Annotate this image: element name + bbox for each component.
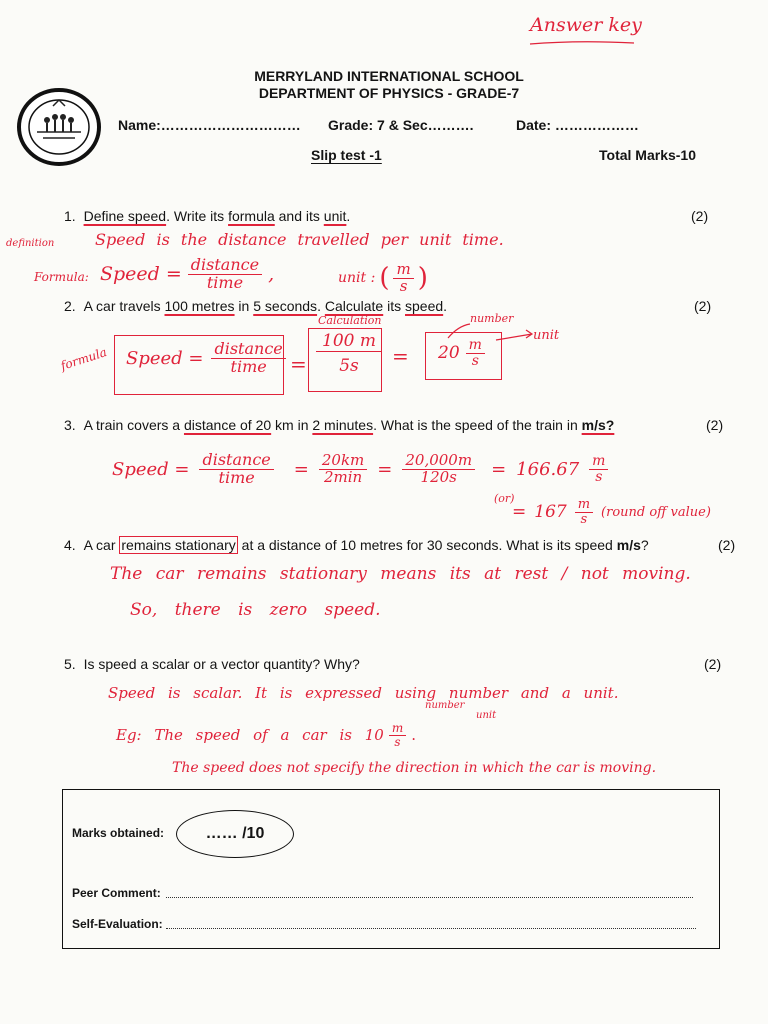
question-number: 5.: [64, 656, 76, 672]
formula-speed: Speed =: [100, 263, 182, 286]
formula-fraction: [211, 341, 285, 376]
q1-text: and its: [274, 208, 324, 224]
calc-fraction: [316, 333, 382, 376]
q4-boxed-text: remains stationary: [121, 537, 236, 553]
q4-answer-line-2: So, there is zero speed.: [130, 600, 381, 620]
step-fraction: [402, 453, 475, 486]
q2-number-annotation: number: [470, 312, 514, 325]
fraction-numerator: m: [589, 454, 608, 470]
answer-key-underline: [528, 40, 638, 46]
fraction-denominator: 2min: [323, 467, 363, 486]
q3-text: . What is the speed of the train in: [373, 417, 582, 433]
result-value: 20: [438, 343, 460, 364]
q5-answer-line-2: Eg: The speed of a car is 10 $\frac{m}{s}$ .: [116, 721, 416, 749]
q3-answer-line-1: [112, 452, 608, 487]
formula-fraction: [188, 257, 262, 292]
q2-equals-1: =: [290, 352, 307, 376]
q2-equals-2: =: [392, 344, 409, 368]
fraction-denominator: 5s: [339, 355, 359, 376]
fraction-numerator: m: [575, 498, 593, 513]
question-number: 4.: [64, 537, 76, 553]
marks-obtained-label: Marks obtained:: [72, 826, 165, 840]
round-off-note: (round off value): [601, 504, 711, 520]
slip-test-title: Slip test -1: [311, 147, 382, 163]
q2-text: speed: [405, 298, 444, 314]
peer-comment-line[interactable]: [166, 897, 693, 898]
fraction-denominator: s: [399, 276, 408, 295]
fraction-numerator: m: [389, 722, 406, 736]
result-unit: [575, 498, 593, 526]
q3-text: distance of 20: [183, 417, 272, 433]
q2-text: .: [317, 298, 325, 314]
q3-answer-line-2: [512, 498, 711, 526]
q4-text: m/s: [616, 537, 641, 553]
fraction-denominator: time: [230, 356, 267, 376]
question-number: 1.: [64, 208, 76, 224]
q1-answer-formula: [100, 257, 274, 292]
fraction-denominator: 120s: [420, 467, 457, 486]
q2-text: 5 seconds: [253, 298, 318, 314]
fraction-numerator: 20,000m: [402, 453, 475, 470]
q2-unit-annotation: unit: [533, 328, 560, 343]
q4-answer-line-1: The car remains stationary means its at rest / not moving.: [110, 564, 691, 584]
question-number: 3.: [64, 417, 76, 433]
formula-speed: Speed =: [112, 458, 190, 480]
fraction-numerator: 20km: [319, 453, 367, 470]
grade-field[interactable]: Grade: 7 & Sec……….: [328, 117, 474, 133]
q3-text: 2 minutes: [312, 417, 374, 433]
result-unit: [589, 454, 608, 484]
fraction-denominator: s: [595, 468, 603, 485]
q2-text: A car travels: [83, 298, 165, 314]
equals: =: [293, 458, 309, 480]
example-unit: [389, 722, 406, 748]
q3-text: km in: [271, 417, 313, 433]
self-evaluation-label: Self-Evaluation:: [72, 917, 163, 931]
q4-text: ?: [640, 537, 649, 553]
formula-fraction: [199, 452, 273, 487]
q1-text: unit: [323, 208, 347, 224]
q1-answer-unit: unit : ( $\frac{m}{s}$ ): [338, 260, 428, 295]
q3-or: (or): [494, 492, 515, 505]
q1-marks: (2): [691, 208, 709, 224]
fraction-denominator: time: [206, 272, 244, 292]
fraction-denominator: time: [218, 467, 255, 487]
equals: =: [512, 502, 527, 523]
q5-example: Eg: The speed of a car is 10: [116, 726, 384, 745]
fraction-denominator: s: [394, 734, 401, 749]
marks-value: …… /10: [205, 825, 265, 842]
q2-text: .: [443, 298, 448, 314]
q1-text: . Write its: [166, 208, 229, 224]
question-1: [64, 208, 350, 224]
q2-text: 100 metres: [164, 298, 235, 314]
step-fraction: [319, 453, 367, 486]
q5-answer-line-3: The speed does not specify the direction in which the car is moving.: [172, 760, 657, 776]
fraction-denominator: s: [580, 511, 588, 527]
q2-calculation-annotation: Calculation: [318, 314, 382, 327]
q4-marks: (2): [718, 537, 736, 553]
q2-formula: [126, 341, 286, 376]
total-marks: Total Marks-10: [599, 147, 696, 163]
question-4: [64, 537, 649, 553]
peer-comment-label: Peer Comment:: [72, 886, 161, 900]
fraction-denominator: s: [471, 352, 479, 369]
q5-marks: (2): [704, 656, 722, 672]
q5-answer-line-1: Speed is scalar. It is expressed using number and a unit.: [108, 684, 619, 702]
self-evaluation-line[interactable]: [166, 928, 696, 929]
q2-annotation-arrows: [440, 318, 540, 348]
q2-text: its: [383, 298, 405, 314]
fraction-numerator: 100 m: [316, 333, 382, 352]
result-value: 166.67: [516, 458, 580, 480]
question-5: [64, 656, 360, 672]
q5-text: Is speed a scalar or a vector quantity? Why?: [83, 656, 360, 672]
unit-label: unit :: [338, 270, 376, 287]
q3-text: m/s?: [581, 417, 615, 433]
q2-marks: (2): [694, 298, 712, 314]
fraction-numerator: distance: [188, 257, 262, 275]
question-number: 2.: [64, 298, 76, 314]
q1-formula-label: Formula:: [34, 270, 89, 284]
q5-unit-annotation: unit: [476, 710, 497, 721]
q2-calculation: [316, 333, 382, 376]
q2-text: Calculate: [324, 298, 384, 314]
q4-text: A car: [83, 537, 120, 553]
unit-fraction: [393, 262, 413, 295]
q2-formula-annotation: formula: [58, 345, 109, 373]
name-field[interactable]: Name:…………………………: [118, 117, 301, 133]
equals: =: [377, 458, 393, 480]
date-field[interactable]: Date: ………………: [516, 117, 639, 133]
fraction-numerator: distance: [199, 452, 273, 470]
q5-number-annotation: number: [425, 700, 465, 711]
result-value: 167: [534, 502, 567, 523]
q1-text: formula: [228, 208, 275, 224]
q1-answer-definition: Speed is the distance travelled per unit time.: [95, 230, 504, 249]
fraction-numerator: m: [393, 262, 413, 279]
question-2: [64, 298, 447, 314]
comma: ,: [268, 263, 275, 286]
fraction-numerator: m: [466, 338, 485, 354]
q2-text: in: [234, 298, 254, 314]
marks-oval[interactable]: [176, 810, 294, 858]
formula-speed: Speed =: [126, 347, 204, 369]
school-name: MERRYLAND INTERNATIONAL SCHOOL: [254, 68, 524, 84]
q1-text: .: [346, 208, 351, 224]
answer-key-note: Answer key: [530, 14, 642, 36]
q1-definition-label: definition: [6, 238, 55, 249]
q1-text: Define speed: [83, 208, 167, 224]
question-3: [64, 417, 614, 433]
equals: =: [491, 458, 507, 480]
q4-text: at a distance of 10 metres for 30 seconds. What is its speed: [237, 537, 617, 553]
department-title: DEPARTMENT OF PHYSICS - GRADE-7: [258, 85, 520, 101]
q3-text: A train covers a: [83, 417, 184, 433]
q3-marks: (2): [706, 417, 724, 433]
fraction-numerator: distance: [211, 341, 285, 359]
